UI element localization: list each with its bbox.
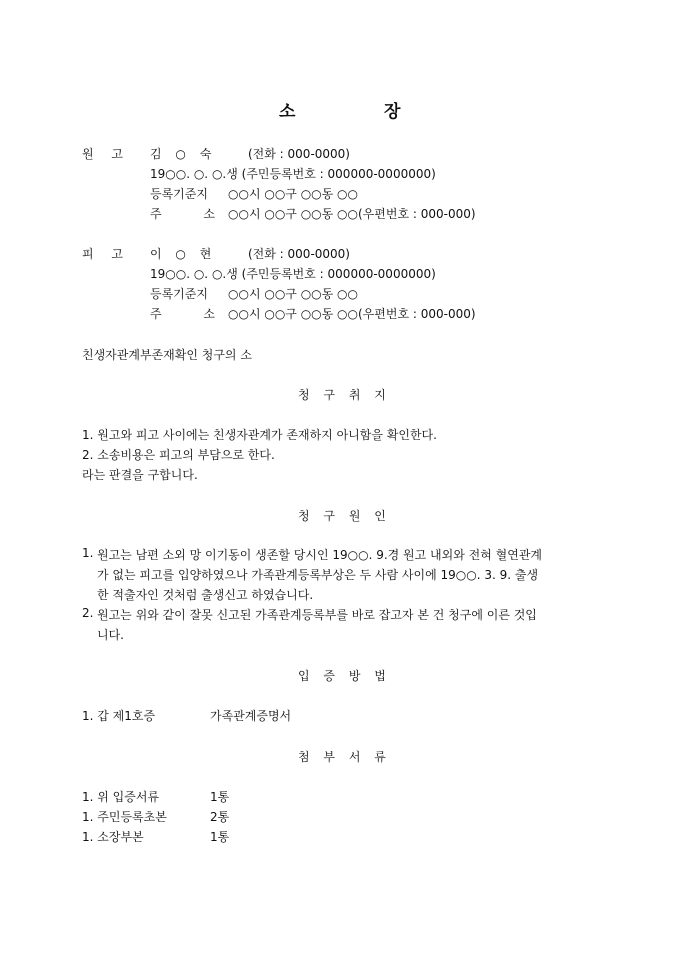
attachment-item-3-label: 1. 소장부본	[82, 830, 144, 844]
plaintiff-role: 원 고	[82, 147, 123, 161]
claim-cause-item-2-line-1: 원고는 위와 같이 잘못 신고된 가족관계등록부를 바로 잡고자 본 건 청구에 이른 것입	[97, 608, 537, 622]
claim-cause-item-1-line-2: 가 없는 피고를 입양하였으나 가족관계등록부상은 두 사람 사이에 19○○. 3. 9. 출생	[97, 568, 539, 582]
plaintiff-address-value: ○○시 ○○구 ○○동 ○○(우편번호 : 000-000)	[228, 207, 476, 221]
defendant-address-label: 주 소	[150, 307, 215, 321]
plaintiff-registry-value: ○○시 ○○구 ○○동 ○○	[228, 187, 358, 201]
claim-purpose-item-1: 1. 원고와 피고 사이에는 친생자관계가 존재하지 아니함을 확인한다.	[82, 428, 437, 442]
claim-purpose-heading: 청 구 취 지	[298, 388, 386, 402]
defendant-birth: 19○○. ○. ○.생 (주민등록번호 : 000000-0000000)	[150, 267, 436, 281]
claim-cause-item-1-line-3: 한 적출자인 것처럼 출생신고 하였습니다.	[97, 588, 314, 602]
attachment-item-1-label: 1. 위 입증서류	[82, 790, 160, 804]
claim-purpose-closing: 라는 판결을 구합니다.	[82, 468, 198, 482]
claim-cause-item-2-line-2: 니다.	[97, 628, 124, 642]
claim-cause-heading: 청 구 원 인	[298, 509, 386, 523]
claim-cause-item-1-number: 1.	[82, 546, 94, 560]
attachment-item-3-count: 1통	[210, 830, 230, 844]
plaintiff-birth: 19○○. ○. ○.생 (주민등록번호 : 000000-0000000)	[150, 167, 436, 181]
defendant-phone: (전화 : 000-0000)	[248, 247, 350, 261]
defendant-role: 피 고	[82, 247, 123, 261]
evidence-item-label: 1. 갑 제1호증	[82, 709, 156, 723]
document-title-right: 장	[384, 102, 401, 122]
plaintiff-name: 김 ○ 숙	[150, 147, 212, 161]
case-title: 친생자관계부존재확인 청구의 소	[82, 348, 252, 362]
claim-cause-item-1-line-1: 원고는 남편 소외 망 이기동이 생존할 당시인 19○○. 9.경 원고 내외와 전혀 혈연관계	[97, 548, 543, 562]
attachment-item-1-count: 1통	[210, 790, 230, 804]
plaintiff-registry-label: 등록기준지	[150, 187, 208, 201]
plaintiff-address-label: 주 소	[150, 207, 215, 221]
attachments-heading: 첨 부 서 류	[298, 750, 386, 764]
defendant-registry-value: ○○시 ○○구 ○○동 ○○	[228, 287, 358, 301]
claim-cause-item-2-number: 2.	[82, 606, 94, 620]
attachment-item-2-label: 1. 주민등록초본	[82, 810, 167, 824]
defendant-address-value: ○○시 ○○구 ○○동 ○○(우편번호 : 000-000)	[228, 307, 476, 321]
defendant-registry-label: 등록기준지	[150, 287, 208, 301]
attachment-item-2-count: 2통	[210, 810, 230, 824]
plaintiff-phone: (전화 : 000-0000)	[248, 147, 350, 161]
defendant-name: 이 ○ 현	[150, 247, 212, 261]
claim-purpose-item-2: 2. 소송비용은 피고의 부담으로 한다.	[82, 448, 275, 462]
evidence-heading: 입 증 방 법	[298, 669, 386, 683]
document-title-left: 소	[279, 102, 296, 122]
evidence-item-value: 가족관계증명서	[210, 709, 292, 723]
